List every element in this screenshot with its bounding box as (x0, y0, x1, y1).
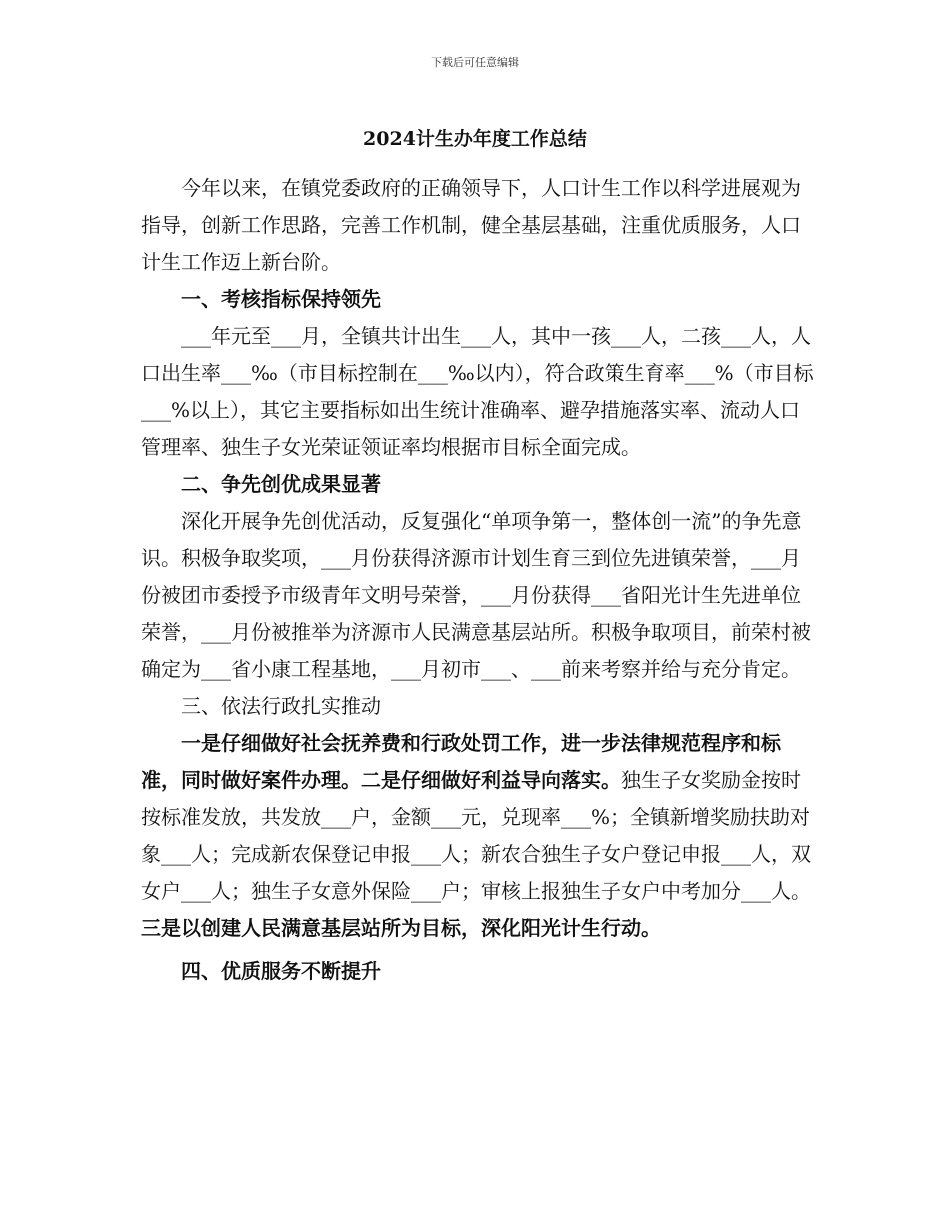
section-3-bold-lead: 一是仔细做好社会抚养费和行政处罚工作，进一步法律规范程序和标准，同时做好案件办理。二是仔细做好利益导向落实。 (141, 731, 781, 792)
section-heading-3: 三、依法行政扎实推动 (181, 694, 381, 718)
document-title: 2024计生办年度工作总结 (363, 128, 587, 150)
section-heading-2: 二、争先创优成果显著 (181, 472, 381, 496)
intro-paragraph: 今年以来，在镇党委政府的正确领导下，人口计生工作以科学进展观为指导，创新工作思路，完善工作机制，健全基层基础，注重优质服务，人口计生工作迈上新台阶。 (141, 176, 801, 274)
section-3-bold-tail: 三是以创建人民满意基层站所为目标，深化阳光计生行动。 (141, 916, 661, 940)
section-heading-1: 一、考核指标保持领先 (181, 287, 381, 311)
section-3-paragraph (141, 725, 817, 947)
section-2-paragraph: 深化开展争先创优活动，反复强化“单项争第一，整体创一流”的争先意识。积极争取奖项，___月份获得济源市计划生育三到位先进镇荣誉，___月份被团市委授予市级青年文明号荣誉，___月份获得___省阳光计生先进单位荣誉，___月份被推举为济源市人民满意基层站所。积极争取项目，前荣村被确定为___省小康工程基地，___月初市___、___前来考察并给与充分肯定。 (141, 509, 811, 681)
section-heading-4: 四、优质服务不断提升 (181, 959, 381, 983)
page-header-note: 下载后可任意编辑 (431, 56, 519, 69)
document-body (141, 170, 817, 990)
section-3-body-text: 独生子女奖励金按时按标准发放，共发放___户，金额___元，兑现率___%；全镇新增奖励扶助对象___人；完成新农保登记申报___人；新农合独生子女户登记申报___人，双女户___人；独生子女意外保险___户；审核上报独生子女户中考加分___人。 (141, 768, 811, 903)
section-1-paragraph: ___年元至___月，全镇共计出生___人，其中一孩___人，二孩___人，人口出生率___‰（市目标控制在___‰以内），符合政策生育率___%（市目标___%以上），其它主要指标如出生统计准确率、避孕措施落实率、流动人口管理率、独生子女光荣证领证率均根据市目标全面完成。 (141, 324, 814, 459)
